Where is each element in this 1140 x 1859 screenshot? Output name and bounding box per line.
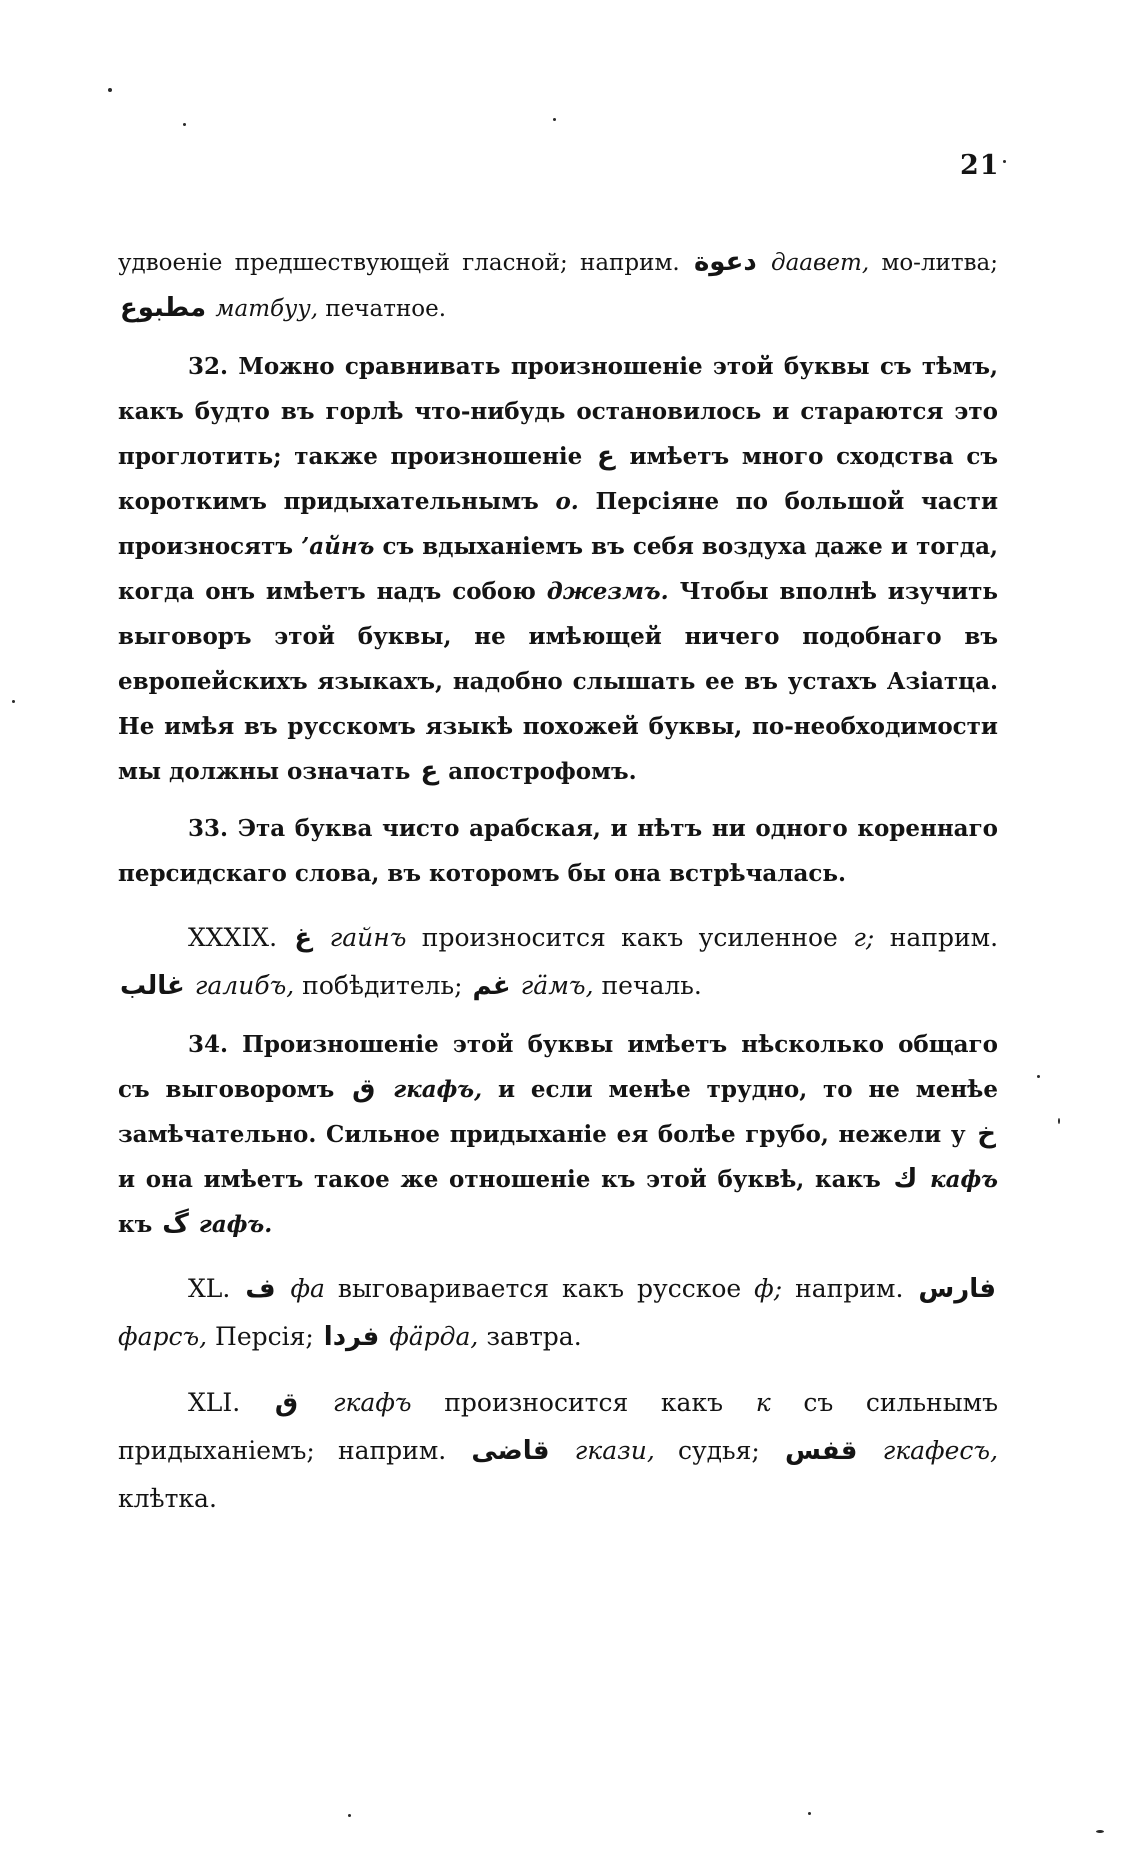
- paragraph-33: [118, 806, 998, 896]
- text-run: произносится какъ усиленное: [421, 923, 838, 952]
- arabic-word: غالب: [120, 971, 185, 1001]
- paragraph-number: 33.: [188, 815, 229, 842]
- letter-name: гкафъ,: [393, 1076, 483, 1103]
- text-run: съ вдыханіемъ въ себя воздуха даже и тогда, когда онъ имѣетъ надъ собою: [118, 533, 999, 605]
- arabic-word: فارس: [918, 1274, 996, 1304]
- text-run: Персіяне по большой части произносятъ: [118, 488, 998, 560]
- italic-word: джезмъ.: [546, 578, 669, 605]
- scan-speck: [183, 123, 186, 126]
- letter-name: гафъ.: [198, 1211, 273, 1238]
- text-run: Эта буква чисто арабская, и нѣтъ ни одного кореннаго персидскаго слова, въ которомъ бы она встрѣчалась.: [118, 815, 999, 887]
- text-run: удвоеніе предшествующей гласной; наприм.: [118, 250, 680, 276]
- italic-word: г;: [853, 923, 875, 952]
- arabic-letter: ع: [596, 441, 615, 471]
- text-run: печаль.: [601, 971, 702, 1000]
- arabic-word: مطبوع: [120, 293, 207, 323]
- arabic-word: غم: [472, 971, 511, 1001]
- text-run: и если менѣе трудно, то не менѣе замѣчательно. Сильное придыханіе ея болѣе грубо, нежели у: [118, 1076, 998, 1148]
- text-run: наприм.: [889, 923, 999, 952]
- section-41: [118, 1379, 998, 1523]
- text-run: мо-литва;: [881, 250, 999, 276]
- text-run: Персія;: [215, 1322, 314, 1351]
- text-run: наприм.: [795, 1274, 904, 1303]
- arabic-letter: ع: [420, 756, 439, 786]
- scan-speck: [12, 700, 15, 703]
- arabic-letter: ف: [245, 1274, 276, 1304]
- text-run: имѣетъ много сходства съ короткимъ придыхательнымъ: [118, 443, 998, 515]
- text-run: Можно сравнивать произношеніе этой буквы съ тѣмъ, какъ будто въ горлѣ что-нибудь остановилось и стараются это проглотить; также произношеніе: [118, 353, 998, 470]
- text-run: завтра.: [486, 1322, 582, 1351]
- italic-word: ф;: [754, 1274, 783, 1303]
- page-text: [118, 240, 998, 1523]
- text-run: выговаривается какъ русское: [337, 1274, 742, 1303]
- italic-word: к: [755, 1388, 771, 1417]
- transliteration: матбуу,: [215, 296, 319, 322]
- paragraph-32: [118, 344, 998, 794]
- text-run: къ: [118, 1211, 153, 1238]
- section-39: [118, 914, 998, 1010]
- section-number: XXXIX.: [188, 923, 278, 952]
- transliteration: гäмъ,: [520, 971, 594, 1000]
- transliteration: даавет,: [771, 250, 870, 276]
- section-number: XL.: [188, 1274, 231, 1303]
- arabic-letter: ك: [893, 1164, 918, 1194]
- scan-speck: [348, 1814, 351, 1817]
- scan-speck: [808, 1812, 811, 1815]
- scan-speck: [553, 118, 556, 121]
- section-number: XLI.: [188, 1388, 241, 1417]
- transliteration: фäрда,: [389, 1322, 479, 1351]
- paragraph-continuation: [118, 240, 998, 332]
- page-number: 21: [960, 150, 1000, 181]
- arabic-letter: غ: [294, 923, 313, 953]
- text-run: клѣтка.: [118, 1484, 217, 1513]
- arabic-letter: ق: [352, 1074, 376, 1104]
- arabic-letter: خ: [977, 1119, 996, 1149]
- paragraph-number: 34.: [188, 1031, 229, 1058]
- text-run: побѣдитель;: [302, 971, 463, 1000]
- paragraph-34: [118, 1022, 998, 1247]
- paragraph-number: 32.: [188, 353, 229, 380]
- letter-name: кафъ: [930, 1166, 998, 1193]
- text-run: и она имѣетъ такое же отношеніе къ этой буквѣ, какъ: [118, 1166, 881, 1193]
- arabic-word: دعوة: [693, 247, 757, 277]
- letter-name: гайнъ: [329, 923, 407, 952]
- scan-speck: [1096, 1830, 1104, 1833]
- transliteration: гкази,: [574, 1436, 655, 1465]
- text-run: апострофомъ.: [448, 758, 637, 785]
- text-run: печатное.: [325, 296, 447, 322]
- section-40: [118, 1265, 998, 1361]
- arabic-word: قفس: [784, 1436, 858, 1466]
- transliteration: фарсъ,: [118, 1322, 208, 1351]
- letter-name: фа: [290, 1274, 325, 1303]
- arabic-word: قاضى: [471, 1436, 550, 1466]
- arabic-letter: ق: [274, 1388, 299, 1418]
- arabic-letter: گ: [162, 1209, 189, 1239]
- text-run: судья;: [677, 1436, 760, 1465]
- scan-speck: [1058, 1118, 1060, 1124]
- italic-word: о.: [555, 488, 579, 515]
- italic-word: ’айнъ: [301, 533, 375, 560]
- arabic-word: فردا: [323, 1322, 380, 1352]
- scan-speck: [1003, 160, 1006, 163]
- scan-speck: [108, 88, 112, 92]
- letter-name: гкафъ: [332, 1388, 412, 1417]
- transliteration: гкафесъ,: [882, 1436, 999, 1465]
- text-run: Произношеніе этой буквы имѣетъ нѣсколько общаго съ выговоромъ: [118, 1031, 998, 1103]
- text-run: произносится какъ: [444, 1388, 723, 1417]
- scan-speck: [1037, 1075, 1040, 1078]
- text-run: Чтобы вполнѣ изучить выговоръ этой буквы, не имѣющей ничего подобнаго въ европейскихъ языкахъ, надобно слышать ее въ устахъ Азіатца. Не имѣя въ русскомъ языкѣ похожей буквы, по-необходимости мы должны означать: [118, 578, 999, 785]
- transliteration: галибъ,: [194, 971, 295, 1000]
- text-run: съ сильнымъ придыханіемъ; наприм.: [118, 1388, 998, 1465]
